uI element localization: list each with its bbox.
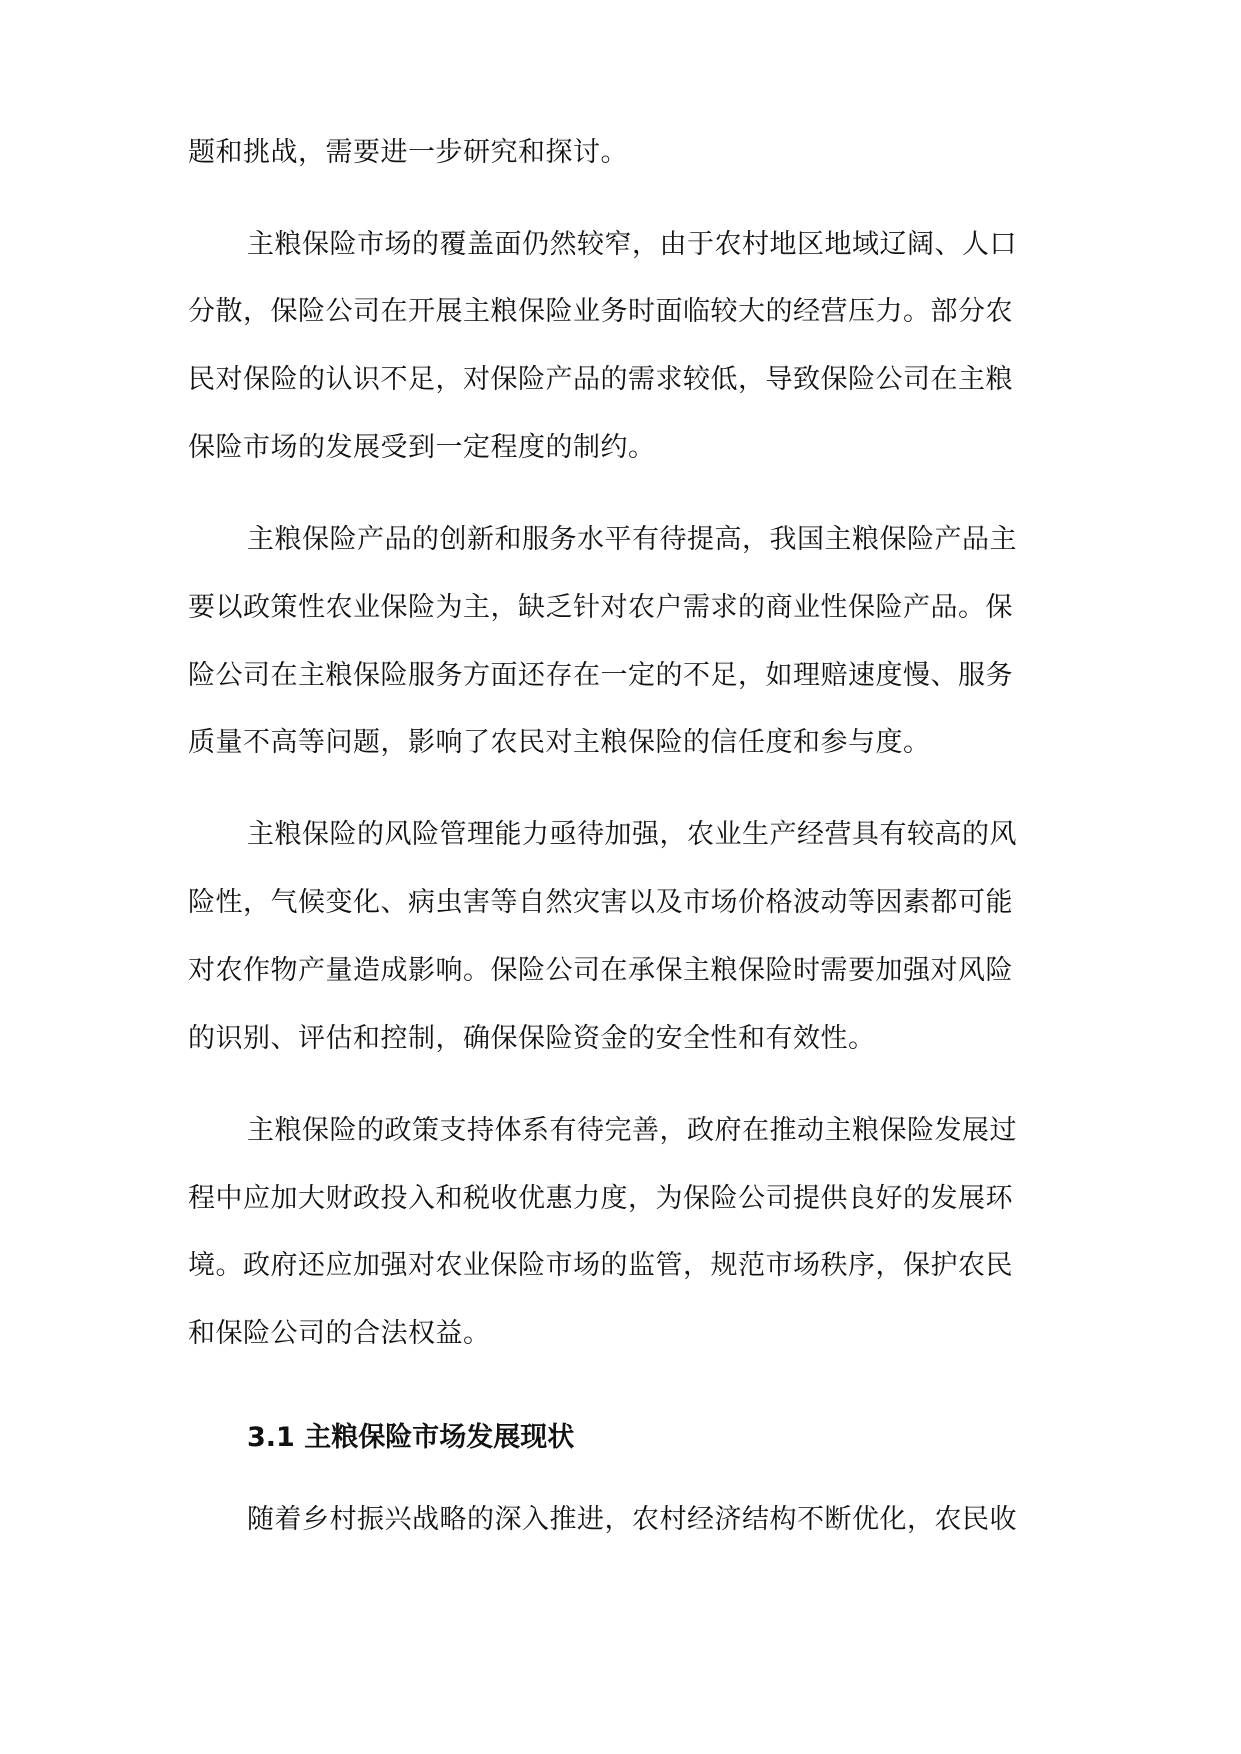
paragraph-line: 主粮保险的风险管理能力亟待加强，农业生产经营具有较高的风 [247,819,1017,850]
paragraph-line: 和保险公司的合法权益。 [188,1318,491,1349]
section-heading: 3.1 主粮保险市场发展现状 [247,1422,575,1453]
paragraph-line: 主粮保险的政策支持体系有待完善，政府在推动主粮保险发展过 [247,1115,1017,1146]
paragraph-line: 险公司在主粮保险服务方面还存在一定的不足，如理赔速度慢、服务 [188,660,1013,691]
paragraph-line: 质量不高等问题，影响了农民对主粮保险的信任度和参与度。 [188,727,931,758]
paragraph-line: 随着乡村振兴战略的深入推进，农村经济结构不断优化，农民收 [247,1504,1017,1535]
paragraph-line: 保险市场的发展受到一定程度的制约。 [188,432,656,463]
paragraph-line: 程中应加大财政投入和税收优惠力度，为保险公司提供良好的发展环 [188,1183,1013,1214]
paragraph-line: 对农作物产量造成影响。保险公司在承保主粮保险时需要加强对风险 [188,955,1013,986]
paragraph-line: 分散，保险公司在开展主粮保险业务时面临较大的经营压力。部分农 [188,296,1013,327]
paragraph-line: 要以政策性农业保险为主，缺乏针对农户需求的商业性保险产品。保 [188,592,1013,623]
paragraph-line: 险性，气候变化、病虫害等自然灾害以及市场价格波动等因素都可能 [188,887,1013,918]
paragraph-line: 主粮保险市场的覆盖面仍然较窄，由于农村地区地域辽阔、人口 [247,229,1017,260]
paragraph-line: 民对保险的认识不足，对保险产品的需求较低，导致保险公司在主粮 [188,364,1013,395]
paragraph-line: 题和挑战，需要进一步研究和探讨。 [188,137,628,168]
paragraph-line: 的识别、评估和控制，确保保险资金的安全性和有效性。 [188,1023,876,1054]
paragraph-line: 主粮保险产品的创新和服务水平有待提高，我国主粮保险产品主 [247,524,1017,555]
paragraph-line: 境。政府还应加强对农业保险市场的监管，规范市场秩序，保护农民 [188,1250,1013,1281]
